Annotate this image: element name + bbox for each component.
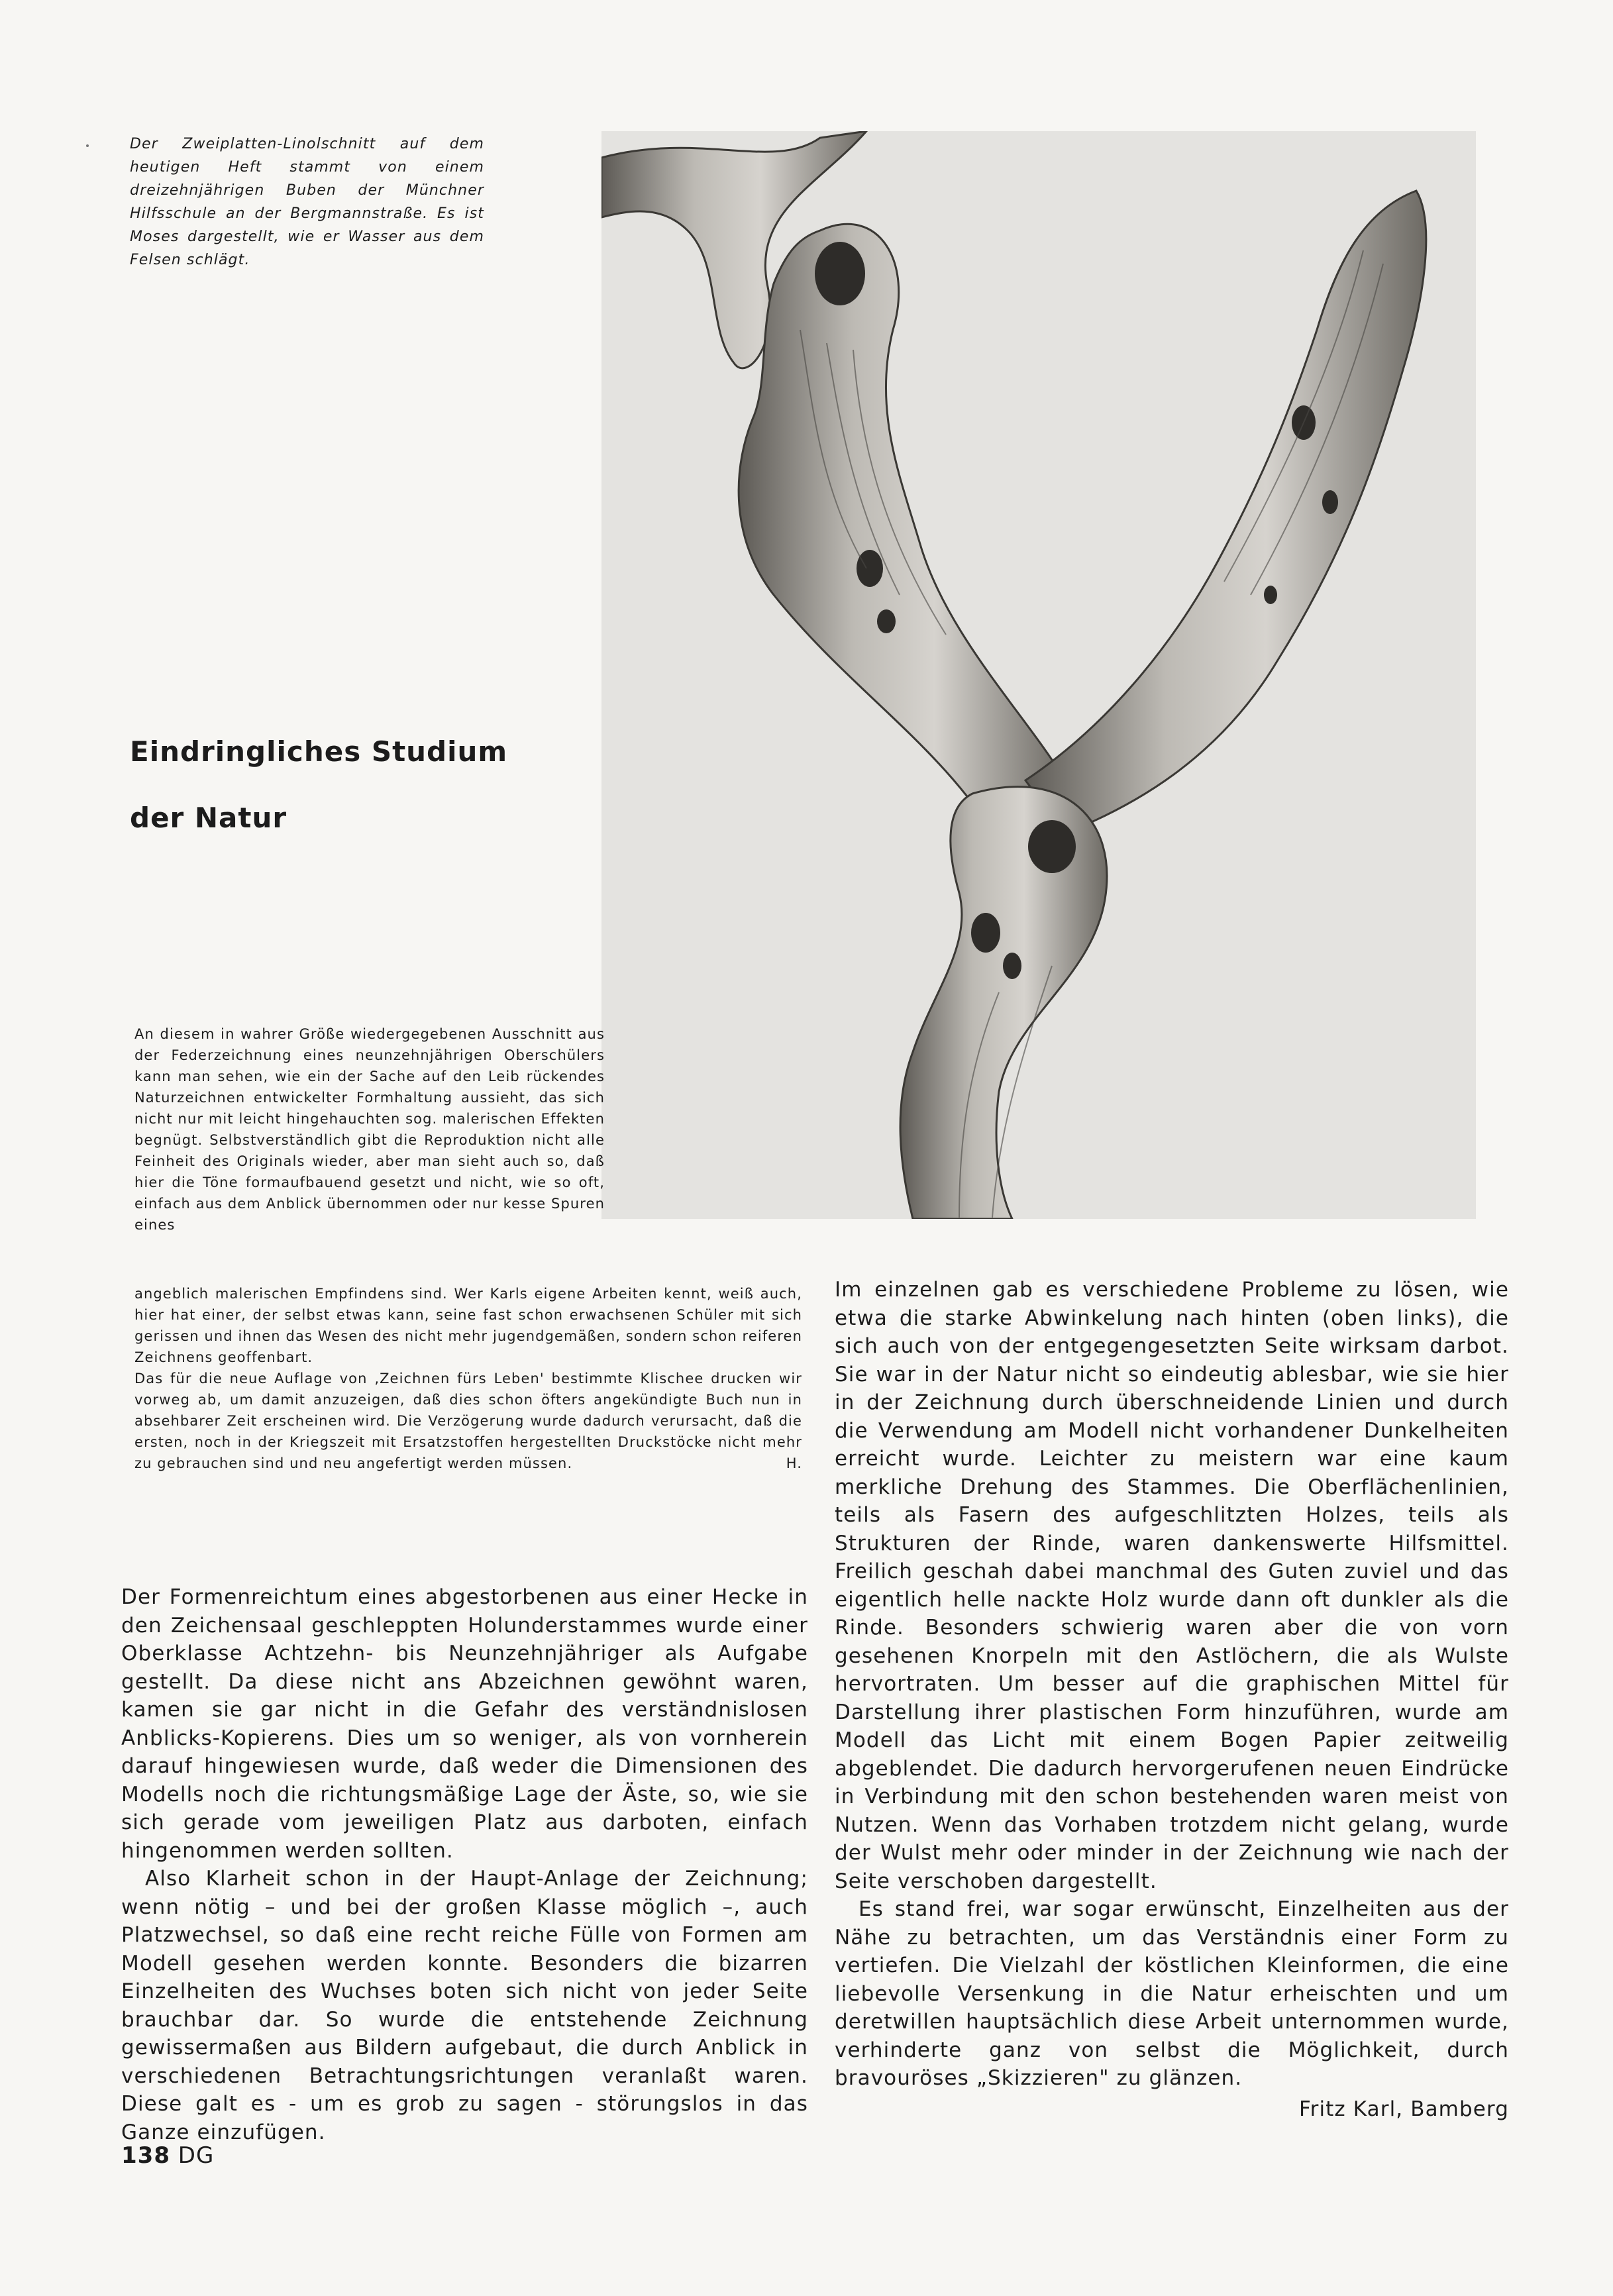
article-right-column bbox=[835, 1276, 1509, 2123]
article-title bbox=[130, 719, 554, 851]
figure-commentary-part1 bbox=[134, 1023, 605, 1235]
right-paragraph-2: Es stand frei, war sogar erwünscht, Einzelheiten aus der Nähe zu betrachten, um das Verständnis einer Form zu vertiefen. Die Vielzahl der köstlichen Kleinformen, die eine liebevolle Versenkung in die Natur erheischten und um deretwillen hauptsächlich diese Arbeit unternommen wurde, verhinderte ganz von selbst die Möglichkeit, durch bravouröses „Skizzieren" zu glänzen. bbox=[835, 1897, 1509, 2090]
journal-abbrev: DG bbox=[178, 2142, 215, 2169]
article-author: Fritz Karl, Bamberg bbox=[1298, 2097, 1509, 2121]
commentary-paragraph-2: angeblich malerischen Empfindens sind. Wer Karls eigene Arbeiten kennt, weiß auch, hier hat einer, der selbst etwas kann, seine fast schon erwachsenen Schüler mit sich gerissen und ihnen das Wesen des nicht mehr jugendgemäßen, sondern schon reiferen Zeichnens geoffenbart. bbox=[134, 1286, 802, 1365]
article-left-column bbox=[121, 1583, 808, 2146]
left-paragraph-2: Also Klarheit schon in der Haupt-Anlage der Zeichnung; wenn nötig – und bei der großen Klasse möglich –, auch Platzwechsel, so daß eine recht reiche Fülle von Formen am Modell gesehen werden konnte. Besonders die bizarren Einzelheiten des Wuchses boten sich nicht von jeder Seite brauchbar dar. So wurde die entstehende Zeichnung gewissermaßen aus Bildern aufgebaut, die durch Anblick in verschiedenen Betrachtungsrichtungen veranlaßt waren. Diese galt es - um es grob zu sagen - störungslos in das Ganze einzufügen. bbox=[121, 1867, 808, 2144]
commentary-text-3: Das für die neue Auflage von ‚Zeichnen fürs Leben' bestimmte Klischee drucken wir vorweg ab, um damit anzuzeigen, daß dies schon öfters angekündigte Buch nun in absehbarer Zeit erscheinen wird. Die Verzögerung wurde dadurch verursacht, daß die ersten, noch in der Kriegszeit mit Ersatzstoffen hergestellten Druckstöcke nicht mehr zu gebrauchen sind und neu angefertigt werden müssen. bbox=[134, 1371, 802, 1471]
page-number: 138 bbox=[121, 2142, 170, 2169]
commentary-paragraph-1: An diesem in wahrer Größe wiedergegebenen Ausschnitt aus der Federzeichnung eines neunzehnjährigen Oberschülers kann man sehen, wie ein der Sache auf den Leib rückendes Naturzeichnen entwickelter Formhaltung aussieht, das sich nicht nur mit leicht hingehauchten sog. malerischen Effekten begnügt. Selbstverständlich gibt die Reproduktion nicht alle Feinheit des Originals wieder, aber man sieht auch so, daß hier die Töne formaufbauend gesetzt und nicht, wie so oft, einfach aus dem Anblick übernommen oder nur kesse Spuren eines bbox=[134, 1026, 605, 1233]
title-line-1: Eindringliches Studium bbox=[130, 735, 508, 768]
figure-commentary-part2 bbox=[134, 1283, 802, 1474]
left-paragraph-1: Der Formenreichtum eines abgestorbenen aus einer Hecke in den Zeichensaal geschleppten Holunderstammes wurde einer Oberklasse Achtzehn- bis Neunzehnjähriger als Aufgabe gestellt. Da diese nicht ans Abzeichnen gewöhnt waren, kamen sie gar nicht in die Gefahr des verständnislosen Anblicks-Kopierens. Dies um so weniger, als von vornherein darauf hingewiesen wurde, daß weder die Dimensionen des Modells noch die richtungsmäßige Lage der Äste, so, wie sie sich gerade vom jeweiligen Platz aus darboten, einfach hingenommen werden sollten. bbox=[121, 1585, 808, 1863]
title-line-2: der Natur bbox=[130, 802, 287, 834]
cover-caption: Der Zweiplatten-Linolschnitt auf dem heutigen Heft stammt von einem dreizehnjährigen Buben der Münchner Hilfsschule an der Bergmannstraße. Es ist Moses dargestellt, wie er Wasser aus dem Felsen schlägt. bbox=[130, 136, 484, 268]
margin-mark bbox=[86, 144, 89, 147]
tree-drawing bbox=[601, 131, 1476, 1219]
right-paragraph-1: Im einzelnen gab es verschiedene Probleme zu lösen, wie etwa die starke Abwinkelung nach hinten (oben links), die sich auch von der entgegengesetzten Seite wirksam darbot. Sie war in der Natur nicht so eindeutig ablesbar, wie sie hier in der Zeichnung durch überschneidende Linien und durch die Verwendung am Modell nicht vorhandener Dunkelheiten erreicht wurde. Leichter zu meistern war eine kaum merkliche Drehung des Stammes. Die Oberflächenlinien, teils als Fasern des aufgeschlitzten Holzes, teils als Strukturen der Rinde, waren dankenswerte Hilfsmittel. Freilich geschah dabei manchmal des Guten zuviel und das eigentlich helle nackte Holz wurde dann oft dunkler als die Rinde. Besonders schwierig waren aber die von vorn gesehenen Knorpeln mit den Astlöchern, die als Wulste hervortraten. Um besser auf die graphischen Mittel für Darstellung ihrer plastischen Form hinzuführen, wurde am Modell das Licht mit einem Bogen Papier zeitweilig abgeblendet. Die dadurch hervorgerufenen neuen Eindrücke in Verbindung mit den schon bestehenden waren meist von Nutzen. Wenn das Vorhaben trotzdem nicht gelang, wurde der Wulst mehr oder minder in der Zeichnung wie nach der Seite verschoben dargestellt. bbox=[835, 1278, 1509, 1893]
commentary-signature: H. bbox=[786, 1455, 802, 1471]
page-folio bbox=[121, 2142, 214, 2169]
commentary-paragraph-3 bbox=[134, 1368, 802, 1474]
tree-drawing-figure bbox=[601, 131, 1476, 1219]
